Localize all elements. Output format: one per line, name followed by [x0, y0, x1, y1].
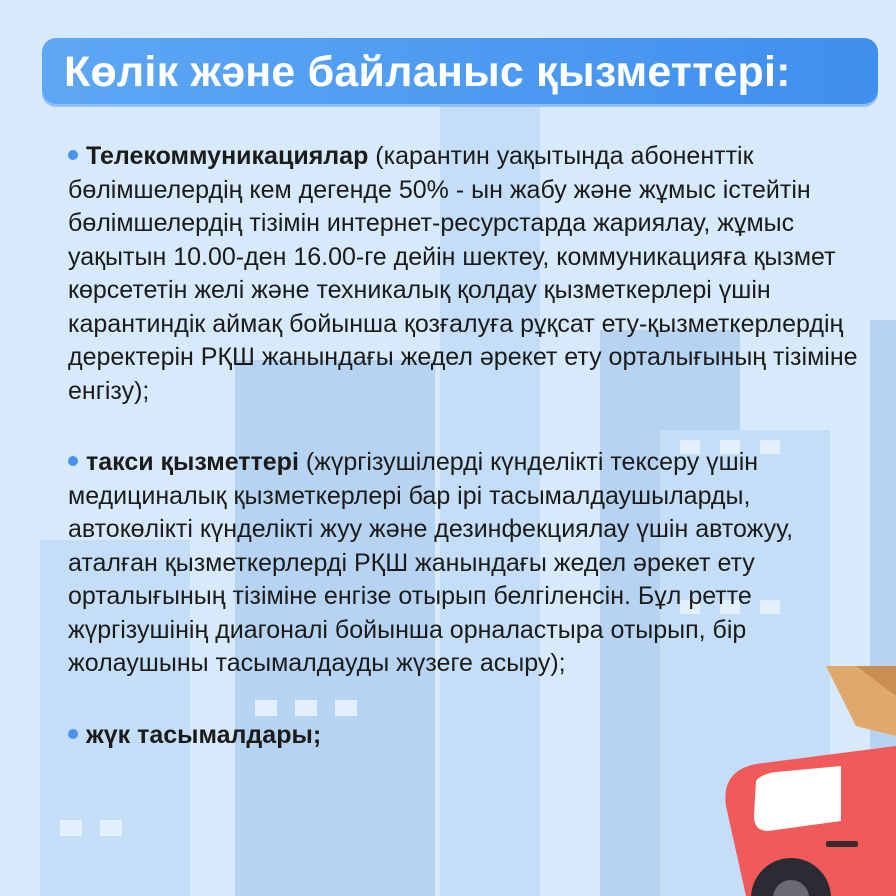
- list-item: [68, 140, 858, 408]
- list-item: [68, 446, 858, 681]
- bullet-icon: [68, 456, 78, 466]
- item-text: (жүргізушілерді күнделікті тексеру үшін медициналық қызметкерлері бар ірі тасымалдаушыларды, автокөлікті күнделікті жуу және дезинфекциялау үшін автожуу, аталған қызметкерлерді РҚШ жанындағы жедел әрекет ету орталығының тізіміне енгізе отырып белгіленсін. Бұл ретте жүргізушінің диагоналі бойынша орналастыра отырып, бір жолаушыны тасымалдауды жүзеге асыру);: [68, 448, 794, 677]
- item-lead: жүк тасымалдары;: [86, 720, 322, 749]
- bullet-icon: [68, 729, 78, 739]
- content-list: [68, 140, 858, 752]
- bullet-icon: [68, 150, 78, 160]
- item-lead: Телекоммуникациялар: [86, 142, 369, 170]
- item-lead: такси қызметтері: [86, 448, 299, 476]
- item-text: (карантин уақытында абоненттік бөлімшелердің кем дегенде 50% - ын жабу және жұмыс істейтін бөлімшелердің тізімін интернет-ресурстарда жариялау, жұмыс уақытын 10.00-ден 16.00-ге дейін шектеу, коммуникацияға қызмет көрсететін желі және техникалық қолдау қызметкерлері үшін карантиндік аймақ бойынша қозғалуға рұқсат ету-қызметкерлердің деректерін РҚШ жанындағы жедел әрекет ету орталығының тізіміне енгізу);: [68, 142, 858, 405]
- page-title: Көлік және байланыс қызметтері:: [64, 48, 791, 96]
- truck-illustration: [706, 666, 896, 896]
